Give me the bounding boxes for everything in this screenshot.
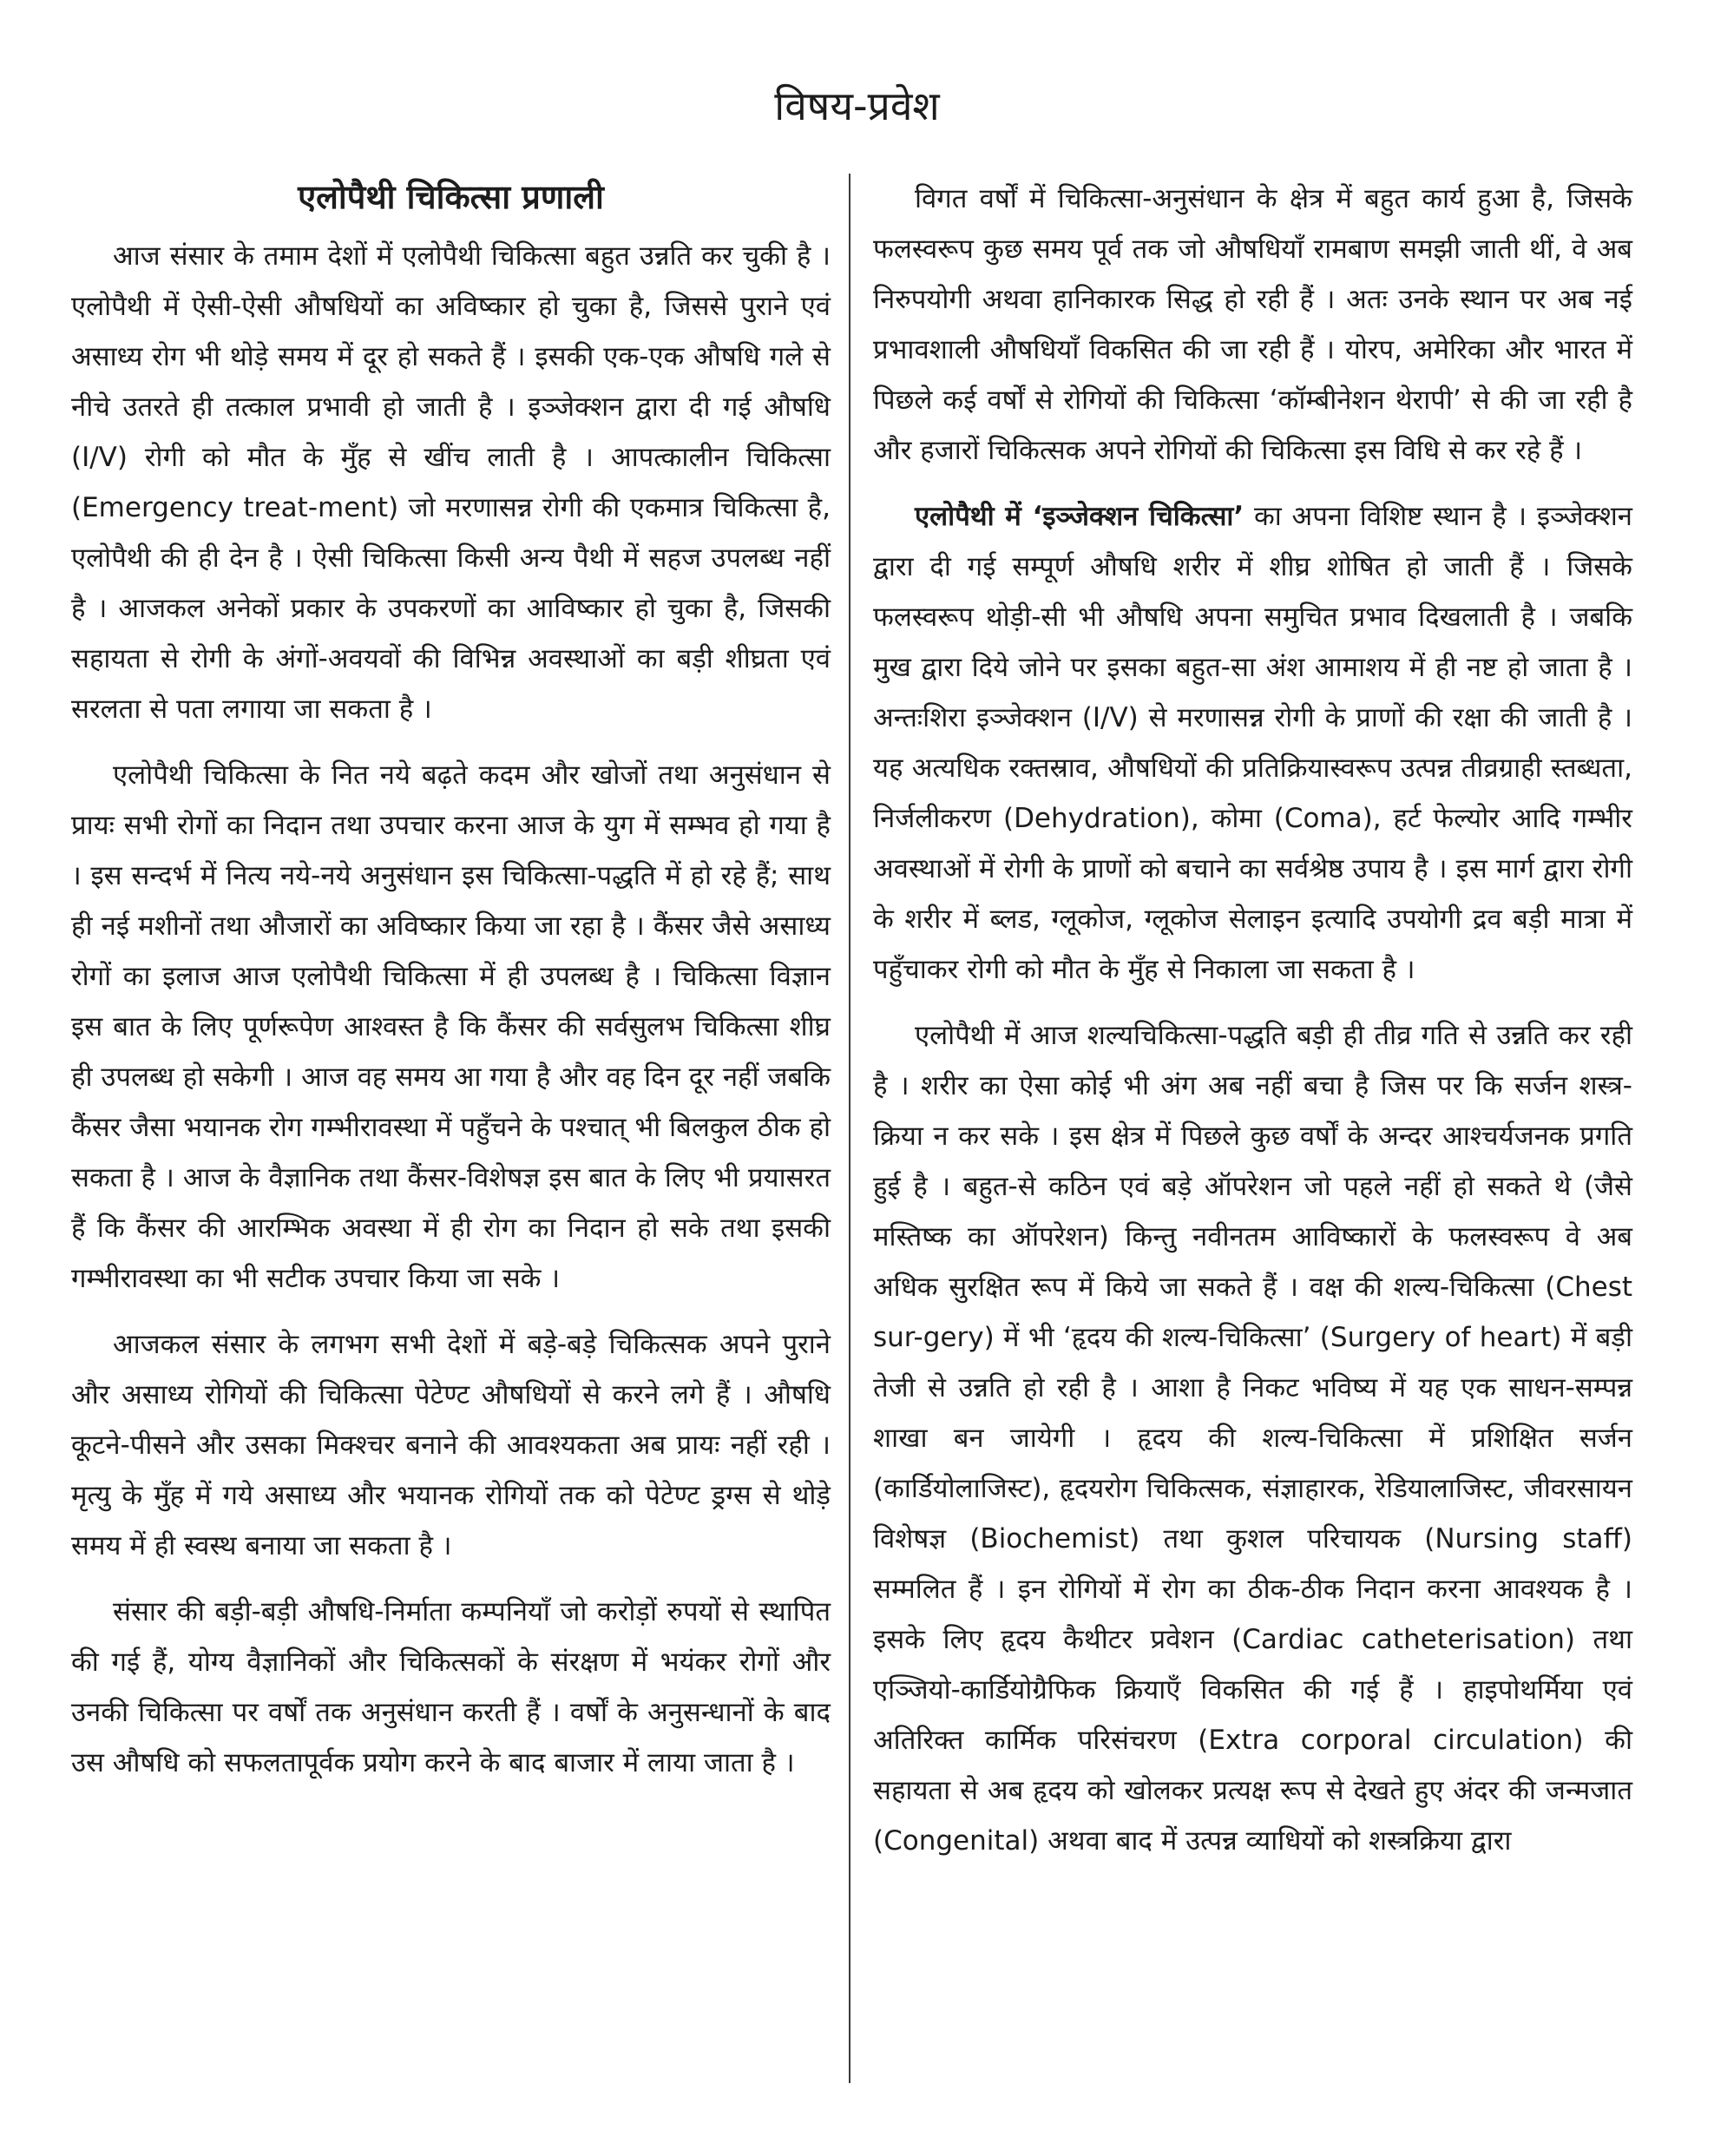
paragraph: एलोपैथी चिकित्सा के नित नये बढ़ते कदम और खोजों तथा अनुसंधान से प्रायः सभी रोगों का निदान तथा उपचार करना आज के युग में सम्भव हो गया है । इस सन्दर्भ में नित्य नये-नये अनुसंधान इस चिकित्सा-पद्धति में हो रहे हैं; साथ ही नई मशीनों तथा औजारों का अविष्कार किया जा रहा है । कैंसर जैसे असाध्य रोगों का इलाज आज एलोपैथी चिकित्सा में ही उपलब्ध है । चिकित्सा विज्ञान इस बात के लिए पूर्णरूपेण आश्वस्त है कि कैंसर की सर्वसुलभ चिकित्सा शीघ्र ही उपलब्ध हो सकेगी । आज वह समय आ गया है और वह दिन दूर नहीं जबकि कैंसर जैसा भयानक रोग गम्भीरावस्था में पहुँचने के पश्चात् भी बिलकुल ठीक हो सकता है । आज के वैज्ञानिक तथा कैंसर-विशेषज्ञ इस बात के लिए भी प्रयासरत हैं कि कैंसर की आरम्भिक अवस्था में ही रोग का निदान हो सके तथा इसकी गम्भीरावस्था का भी सटीक उपचार किया जा सके । — [71, 759, 831, 1294]
page-title: विषय-प्रवेश — [774, 82, 940, 129]
paragraph-injection — [873, 491, 1632, 995]
paragraph: आज संसार के तमाम देशों में एलोपैथी चिकित्सा बहुत उन्नति कर चुकी है । एलोपैथी में ऐसी-ऐसी औषधियों का अविष्कार हो चुका है, जिससे पुराने एवं असाध्य रोग भी थोड़े समय में दूर हो सकते हैं । इसकी एक-एक औषधि गले से नीचे उतरते ही तत्काल प्रभावी हो जाती है । इञ्जेक्शन द्वारा दी गई औषधि (I/V) रोगी को मौत के मुँह से खींच लाती है । आपत्कालीन चिकित्सा (Emergency treat-ment) जो मरणासन्न रोगी की एकमात्र चिकित्सा है, एलोपैथी की ही देन है । ऐसी चिकित्सा किसी अन्य पैथी में सहज उपलब्ध नहीं है । आजकल अनेकों प्रकार के उपकरणों का आविष्कार हो चुका है, जिसकी सहायता से रोगी के अंगों-अवयवों की विभिन्न अवस्थाओं का बड़ी शीघ्रता एवं सरलता से पता लगाया जा सकता है । — [71, 240, 831, 725]
paragraph: संसार की बड़ी-बड़ी औषधि-निर्माता कम्पनियाँ जो करोड़ों रुपयों से स्थापित की गई हैं, योग्य वैज्ञानिकों और चिकित्सकों के संरक्षण में भयंकर रोगों और उनकी चिकित्सा पर वर्षों तक अनुसंधान करती हैं । वर्षों के अनुसन्धानों के बाद उस औषधि को सफलतापूर्वक प्रयोग करने के बाद बाजार में लाया जाता है । — [71, 1596, 831, 1778]
section-heading: एलोपैथी चिकित्सा प्रणाली — [298, 178, 604, 216]
paragraph-text: का अपना विशिष्ट स्थान है । इञ्जेक्शन द्वारा दी गई सम्पूर्ण औषधि शरीर में शीघ्र शोषित हो जाती हैं । जिसके फलस्वरूप थोड़ी-सी भी औषधि अपना समुचित प्रभाव दिखलाती है । जबकि मुख द्वारा दिये जोने पर इसका बहुत-सा अंश आमाशय में ही नष्ट हो जाता है । अन्तःशिरा इञ्जेक्शन (I/V) से मरणासन्न रोगी के प्राणों की रक्षा की जाती है । यह अत्यधिक रक्तस्राव, औषधियों की प्रतिक्रियास्वरूप उत्पन्न तीव्रग्राही स्तब्धता, निर्जलीकरण (Dehydration), कोमा (Coma), हर्ट फेल्योर आदि गम्भीर अवस्थाओं में रोगी के प्राणों को बचाने का सर्वश्रेष्ठ उपाय है । इस मार्ग द्वारा रोगी के शरीर में ब्लड, ग्लूकोज, ग्लूकोज सेलाइन इत्यादि उपयोगी द्रव बड़ी मात्रा में पहुँचाकर रोगी को मौत के मुँह से निकाला जा सकता है । — [873, 501, 1632, 985]
inline-heading: एलोपैथी में ‘इञ्जेक्शन चिकित्सा’ — [915, 501, 1244, 532]
paragraph: एलोपैथी में आज शल्यचिकित्सा-पद्धति बड़ी ही तीव्र गति से उन्नति कर रही है । शरीर का ऐसा कोई भी अंग अब नहीं बचा है जिस पर कि सर्जन शस्त्र-क्रिया न कर सके । इस क्षेत्र में पिछले कुछ वर्षों के अन्दर आश्चर्यजनक प्रगति हुई है । बहुत-से कठिन एवं बड़े ऑपरेशन जो पहले नहीं हो सकते थे (जैसे मस्तिष्क का ऑपरेशन) किन्तु नवीनतम आविष्कारों के फलस्वरूप वे अब अधिक सुरक्षित रूप में किये जा सकते हैं । वक्ष की शल्य-चिकित्सा (Chest sur-gery) में भी ‘हृदय की शल्य-चिकित्सा’ (Surgery of heart) में बड़ी तेजी से उन्नति हो रही है । आशा है निकट भविष्य में यह एक साधन-सम्पन्न शाखा बन जायेगी । हृदय की शल्य-चिकित्सा में प्रशिक्षित सर्जन (कार्डियोलाजिस्ट), हृदयरोग चिकित्सक, संज्ञाहारक, रेडियालाजिस्ट, जीवरसायन विशेषज्ञ (Biochemist) तथा कुशल परिचायक (Nursing staff) सम्मलित हैं । इन रोगियों में रोग का ठीक-ठीक निदान करना आवश्यक है । इसके लिए हृदय कैथीटर प्रवेशन (Cardiac catheterisation) तथा एञ्जियो-कार्डियोग्रैफिक क्रियाएँ विकसित की गई हैं । हाइपोथर्मिया एवं अतिरिक्त कार्मिक परिसंचरण (Extra corporal circulation) की सहायता से अब हृदय को खोलकर प्रत्यक्ष रूप से देखते हुए अंदर की जन्मजात (Congenital) अथवा बाद में उत्पन्न व्याधियों को शस्त्रक्रिया द्वारा — [873, 1020, 1632, 1857]
right-column — [873, 174, 1632, 1882]
left-column — [71, 170, 831, 1804]
column-divider — [849, 174, 850, 2083]
paragraph: विगत वर्षों में चिकित्सा-अनुसंधान के क्षेत्र में बहुत कार्य हुआ है, जिसके फलस्वरूप कुछ समय पूर्व तक जो औषधियाँ रामबाण समझी जाती थीं, वे अब निरुपयोगी अथवा हानिकारक सिद्ध हो रही हैं । अतः उनके स्थान पर अब नई प्रभावशाली औषधियाँ विकसित की जा रही हैं । योरप, अमेरिका और भारत में पिछले कई वर्षों से रोगियों की चिकित्सा ‘कॉम्बीनेशन थेरापी’ से की जा रही है और हजारों चिकित्सक अपने रोगियों की चिकित्सा इस विधि से कर रहे हैं । — [873, 183, 1632, 466]
paragraph: आजकल संसार के लगभग सभी देशों में बड़े-बड़े चिकित्सक अपने पुराने और असाध्य रोगियों की चिकित्सा पेटेण्ट औषधियों से करने लगे हैं । औषधि कूटने-पीसने और उसका मिक्श्चर बनाने की आवश्यकता अब प्रायः नहीं रही । मृत्यु के मुँह में गये असाध्य और भयानक रोगियों तक को पेटेण्ट ड्रग्स से थोड़े समय में ही स्वस्थ बनाया जा सकता है । — [71, 1329, 831, 1561]
